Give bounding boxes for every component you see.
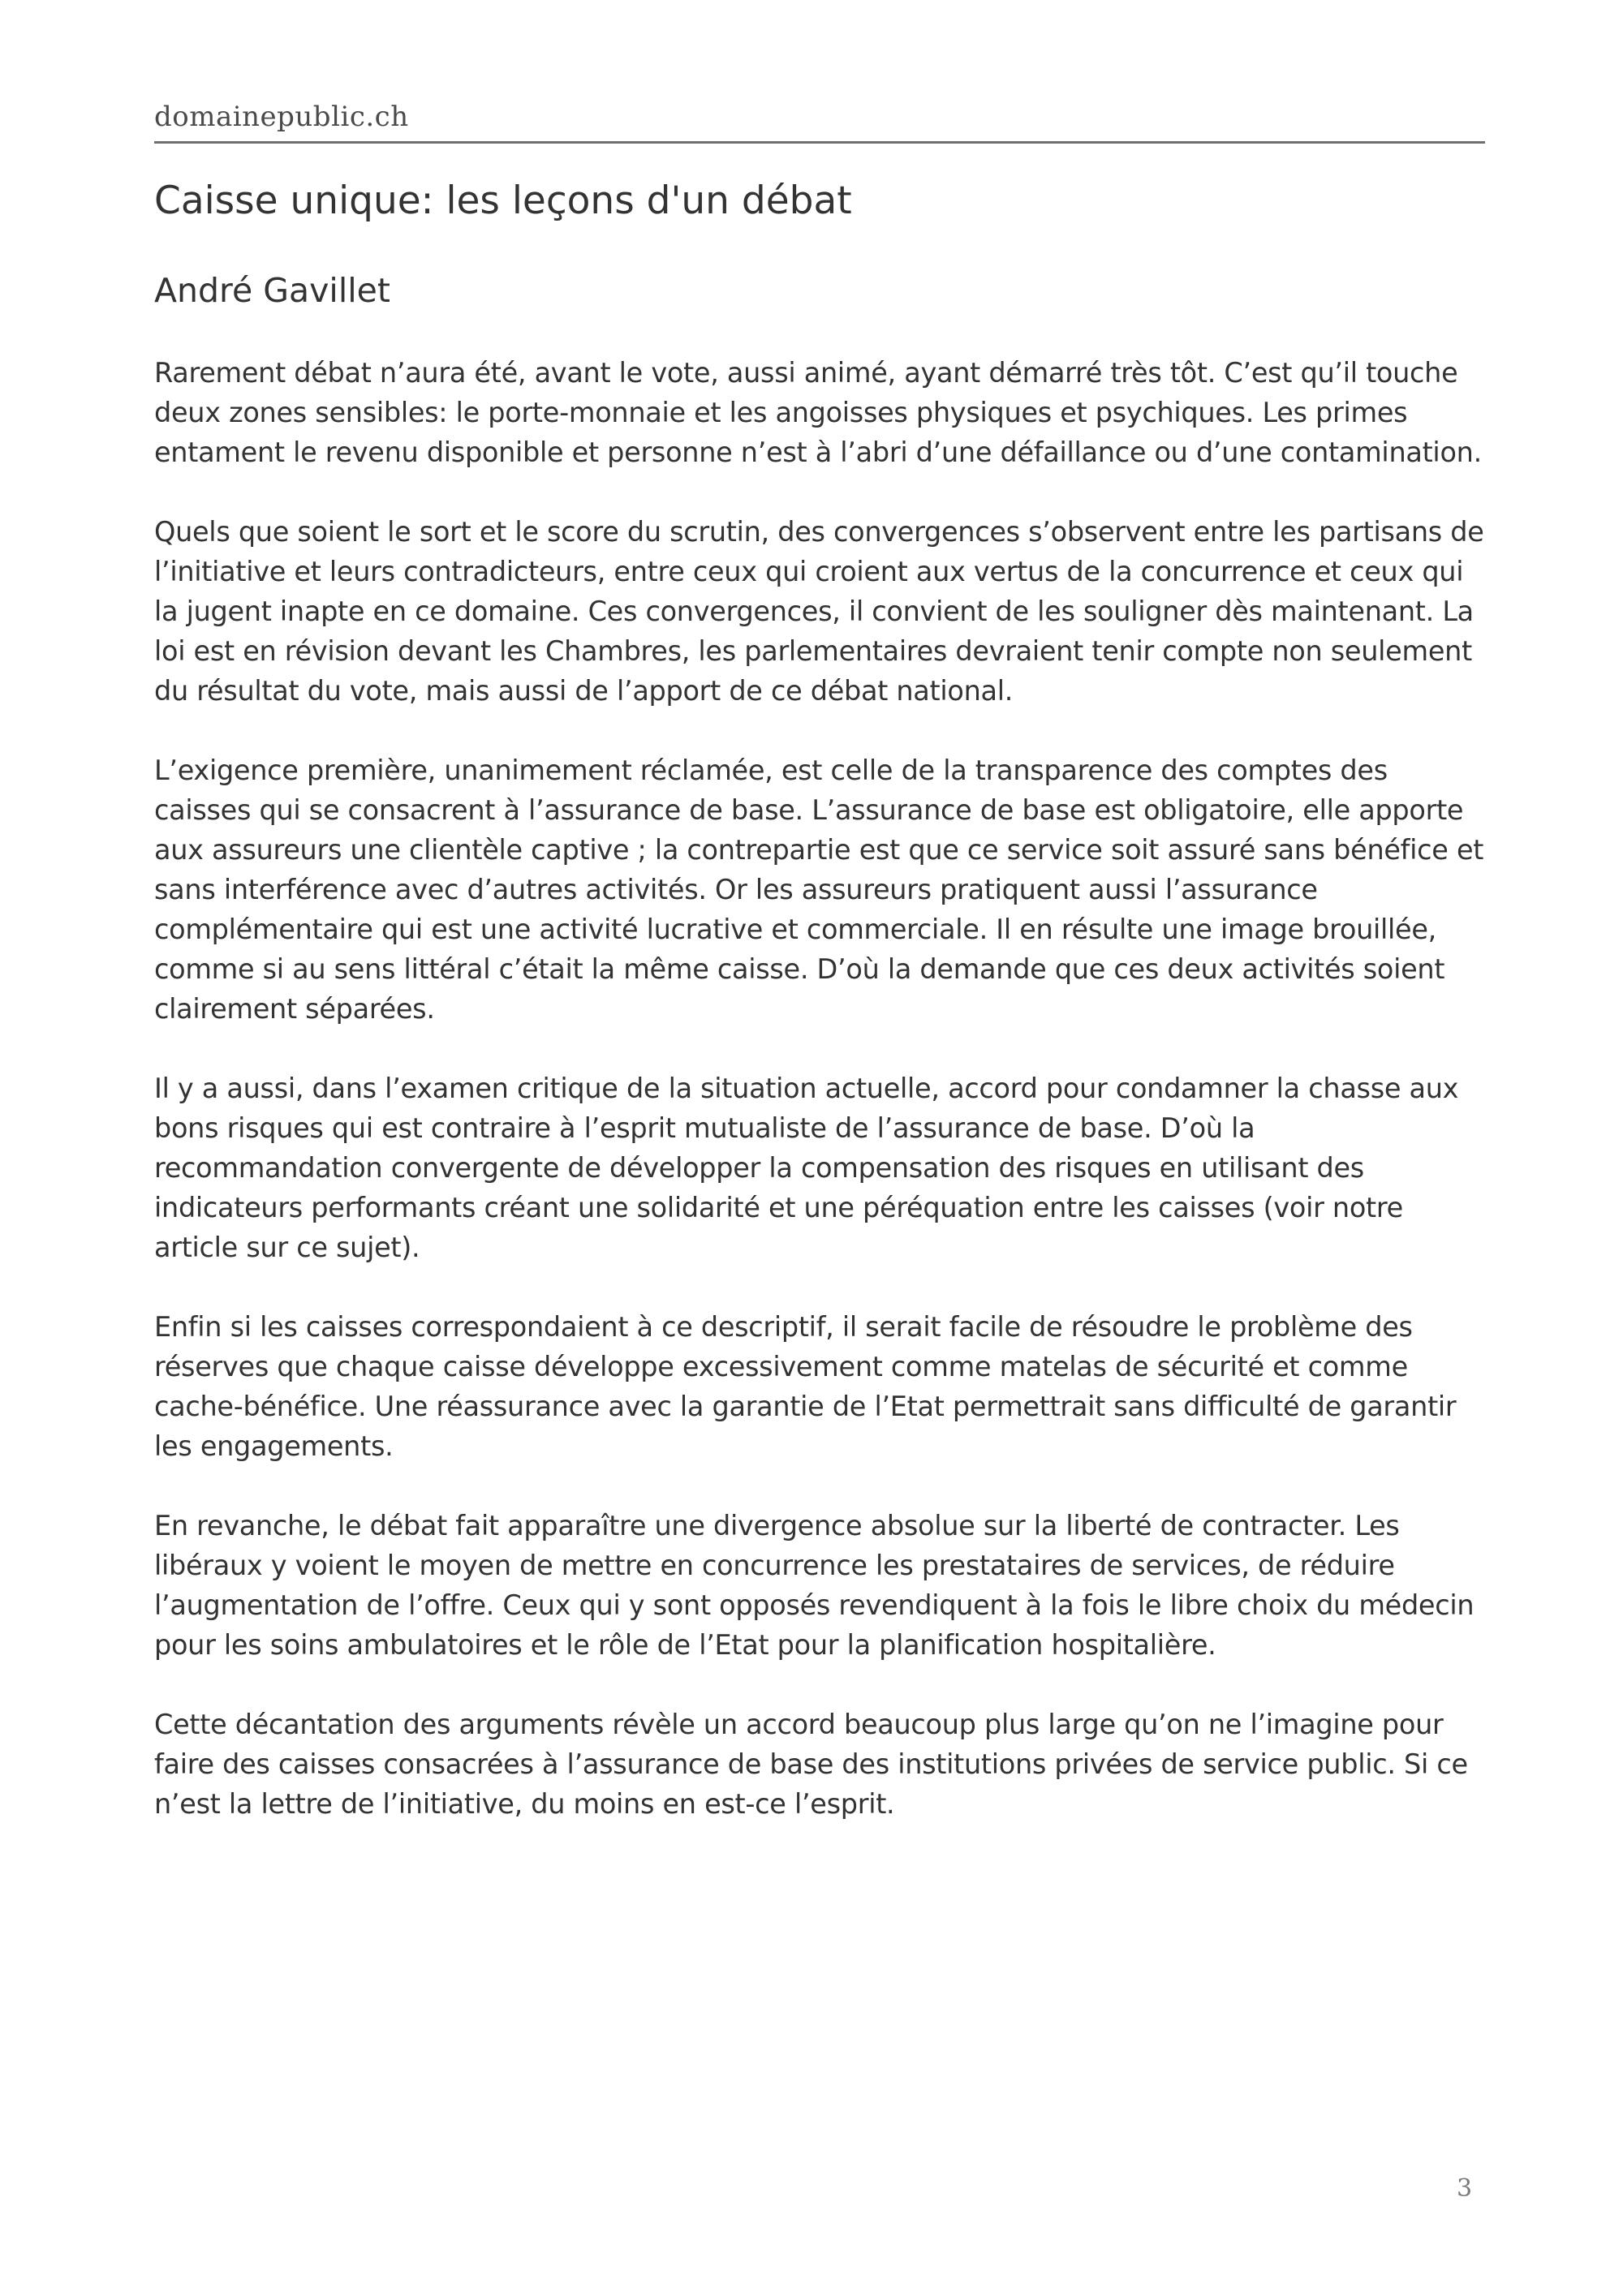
paragraph-2: Quels que soient le sort et le score du scrutin, des convergences s’observent entre les partisans de l’initiative et leurs contradicteurs, entre ceux qui croient aux vertus de la concurrence et ceux qui la jugent inapte en ce domaine. Ces convergences, il convient de les souligner dès maintenant. La loi est en révision devant les Chambres, les parlementaires devraient tenir compte non seulement du résultat du vote, mais aussi de l’apport de ce débat national.: [154, 516, 1484, 707]
paragraph-6: En revanche, le débat fait apparaître une divergence absolue sur la liberté de contracter. Les libéraux y voient le moyen de mettre en concurrence les prestataires de services, de réduire l’augmentation de l’offre. Ceux qui y sont opposés revendiquent à la fois le libre choix du médecin pour les soins ambulatoires et le rôle de l’Etat pour la planification hospitalière.: [154, 1510, 1474, 1661]
page-number: 3: [1457, 2174, 1473, 2203]
article-body: [154, 353, 1485, 1864]
paragraph-4: Il y a aussi, dans l’examen critique de la situation actuelle, accord pour condamner la chasse aux bons risques qui est contraire à l’esprit mutualiste de l’assurance de base. D’où la recommandation convergente de développer la compensation des risques en utilisant des indicateurs performants créant une solidarité et une péréquation entre les caisses (voir notre article sur ce sujet).: [154, 1073, 1459, 1263]
paragraph-3: L’exigence première, unanimement réclamée, est celle de la transparence des comptes des caisses qui se consacrent à l’assurance de base. L’assurance de base est obligatoire, elle apporte aux assureurs une clientèle captive ; la contrepartie est que ce service soit assuré sans bénéfice et sans interférence avec d’autres activités. Or les assureurs pratiquent aussi l’assurance complémentaire qui est une activité lucrative et commerciale. Il en résulte une image brouillée, comme si au sens littéral c’était la même caisse. D’où la demande que ces deux activités soient clairement séparées.: [154, 755, 1484, 1025]
paragraph-7: Cette décantation des arguments révèle un accord beaucoup plus large qu’on ne l’imagine pour faire des caisses consacrées à l’assurance de base des institutions privées de service public. Si ce n’est la lettre de l’initiative, du moins en est-ce l’esprit.: [154, 1709, 1468, 1820]
site-header: [154, 97, 1485, 144]
site-name: domainepublic.ch: [154, 101, 409, 133]
article-author: André Gavillet: [154, 271, 390, 310]
paragraph-5: Enfin si les caisses correspondaient à ce descriptif, il serait facile de résoudre le problème des réserves que chaque caisse développe excessivement comme matelas de sécurité et comme cache-bénéfice. Une réassurance avec la garantie de l’Etat permettrait sans difficulté de garantir les engagements.: [154, 1311, 1457, 1462]
paragraph-1: Rarement débat n’aura été, avant le vote, aussi animé, ayant démarré très tôt. C’est qu’il touche deux zones sensibles: le porte-monnaie et les angoisses physiques et psychiques. Les primes entament le revenu disponible et personne n’est à l’abri d’une défaillance ou d’une contamination.: [154, 357, 1482, 468]
article-title: Caisse unique: les leçons d'un débat: [154, 178, 852, 223]
